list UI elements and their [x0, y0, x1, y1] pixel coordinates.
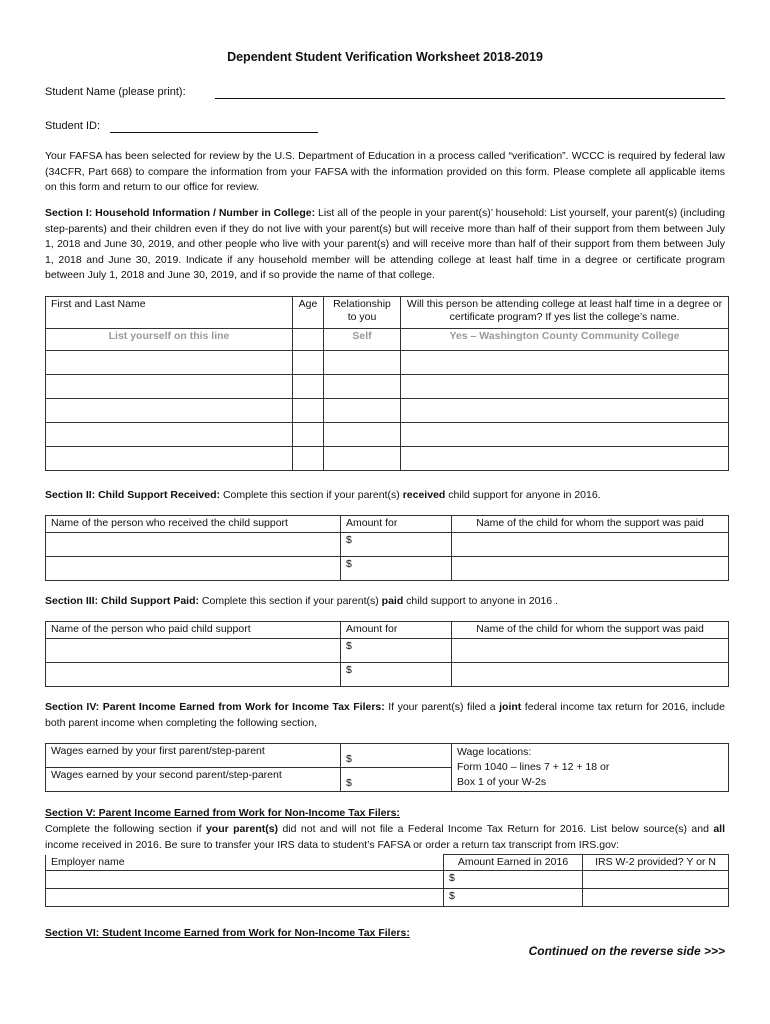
- relationship-cell[interactable]: [324, 447, 401, 471]
- section2-heading: Section II: Child Support Received:: [45, 489, 221, 501]
- col-child-header: Name of the child for whom the support was paid: [452, 622, 729, 639]
- amount-cell[interactable]: $: [341, 533, 452, 557]
- name-cell[interactable]: [46, 351, 293, 375]
- child-cell[interactable]: [452, 663, 729, 687]
- relationship-cell[interactable]: [324, 399, 401, 423]
- amount-cell[interactable]: $: [341, 557, 452, 581]
- section1-paragraph: [45, 206, 725, 284]
- amount-cell[interactable]: $: [341, 663, 452, 687]
- student-id-field[interactable]: [110, 119, 318, 133]
- student-name-field[interactable]: [215, 85, 725, 99]
- first-parent-wages-label: Wages earned by your first parent/step-parent: [46, 744, 341, 768]
- relationship-cell[interactable]: [324, 423, 401, 447]
- section3-heading: Section III: Child Support Paid:: [45, 595, 199, 607]
- col-name-header: First and Last Name: [46, 297, 293, 329]
- table-row: [46, 639, 729, 663]
- example-name: List yourself on this line: [46, 329, 293, 351]
- table-row: [46, 889, 729, 907]
- student-name-label: Student Name (please print):: [45, 86, 186, 98]
- person-cell[interactable]: [46, 639, 341, 663]
- relationship-cell[interactable]: [324, 375, 401, 399]
- age-cell[interactable]: [293, 423, 324, 447]
- second-parent-wages-label: Wages earned by your second parent/step-parent: [46, 768, 341, 792]
- name-cell[interactable]: [46, 423, 293, 447]
- name-cell[interactable]: [46, 399, 293, 423]
- wage-locations-note: [452, 744, 729, 792]
- amount-earned-cell[interactable]: $: [444, 871, 583, 889]
- table-row: [46, 375, 729, 399]
- col-relationship-header: Relationship to you: [324, 297, 401, 329]
- employer-cell[interactable]: [46, 871, 444, 889]
- section5-emphasis-all: all: [713, 823, 726, 835]
- age-cell[interactable]: [293, 447, 324, 471]
- table-row: [46, 351, 729, 375]
- w2-cell[interactable]: [583, 889, 729, 907]
- col-w2-header: IRS W-2 provided? Y or N: [583, 855, 729, 871]
- col-age-header: Age: [293, 297, 324, 329]
- section1-heading: Section I: Household Information / Number in College:: [45, 207, 316, 219]
- employer-income-table: [45, 854, 729, 907]
- section6-heading: Section VI: Student Income Earned from Work for Non-Income Tax Filers:: [45, 927, 410, 939]
- table-row: [46, 399, 729, 423]
- section2-emphasis: received: [402, 489, 446, 501]
- section2-text-end: child support for anyone in 2016.: [445, 489, 601, 501]
- example-relationship: Self: [324, 329, 401, 351]
- name-cell[interactable]: [46, 447, 293, 471]
- first-parent-wages-amount[interactable]: $: [341, 744, 452, 768]
- section3-paragraph: [45, 594, 725, 610]
- child-support-paid-table: [45, 621, 729, 687]
- section3-emphasis: paid: [381, 595, 404, 607]
- section4-heading: Section IV: Parent Income Earned from Work for Income Tax Filers:: [45, 701, 385, 713]
- col-amount-header: Amount for: [341, 516, 452, 533]
- table-row: [46, 871, 729, 889]
- amount-earned-cell[interactable]: $: [444, 889, 583, 907]
- section1-text: List all of the people in your parent(s)’ household: List yourself, your parent(s) (including step-parents) and their children even if they do not live with your parent(s) but will receive more than half of their support from them between July 1, 2018 and June 30, 2019, and other people who live with your parent(s) and will receive more than half of their support from them between July 1, 2018 and June 30, 2019. Indicate if any household member will be attending college at least half time in a degree or certificate program between July 1, 2018 and June 30, 2019, and if so provide the name of that college.: [45, 207, 726, 282]
- section2-text: Complete this section if your parent(s): [220, 489, 403, 501]
- age-cell[interactable]: [293, 399, 324, 423]
- col-college-header: Will this person be attending college at least half time in a degree or certificate program? If yes list the college’s name.: [401, 297, 729, 329]
- section5-text-mid: did not and will not file a Federal Income Tax Return for 2016. List below source(s) and: [278, 823, 714, 835]
- parent-wages-table: [45, 743, 729, 792]
- table-row: [46, 663, 729, 687]
- wage-locations-title: Wage locations:: [457, 746, 532, 758]
- college-cell[interactable]: [401, 447, 729, 471]
- section5-text-end: income received in 2016. Be sure to transfer your IRS data to student’s FAFSA or order a return tax transcript from IRS.gov:: [45, 838, 620, 851]
- amount-cell[interactable]: $: [341, 639, 452, 663]
- section2-paragraph: [45, 488, 725, 504]
- college-cell[interactable]: [401, 399, 729, 423]
- page-title: Dependent Student Verification Worksheet 2018-2019: [227, 50, 543, 64]
- section4-emphasis: joint: [499, 701, 522, 713]
- section4-text-end: federal income tax return for 2016, include both parent income when completing the following section,: [45, 701, 725, 729]
- section4-paragraph: [45, 700, 725, 731]
- college-cell[interactable]: [401, 375, 729, 399]
- relationship-cell[interactable]: [324, 351, 401, 375]
- table-row: [46, 557, 729, 581]
- college-cell[interactable]: [401, 351, 729, 375]
- person-cell[interactable]: [46, 533, 341, 557]
- wage-locations-line1: Form 1040 – lines 7 + 12 + 18 or: [457, 761, 610, 773]
- person-cell[interactable]: [46, 557, 341, 581]
- col-person-header: Name of the person who received the child support: [46, 516, 341, 533]
- col-person-header: Name of the person who paid child support: [46, 622, 341, 639]
- child-cell[interactable]: [452, 557, 729, 581]
- child-cell[interactable]: [452, 533, 729, 557]
- col-employer-header: Employer name: [46, 855, 444, 871]
- section3-text: Complete this section if your parent(s): [199, 595, 382, 607]
- example-college: Yes – Washington County Community College: [401, 329, 729, 351]
- wage-locations-line2: Box 1 of your W-2s: [457, 776, 547, 788]
- age-cell[interactable]: [293, 351, 324, 375]
- section5-emphasis: your parent(s): [205, 823, 279, 835]
- section4-text: If your parent(s) filed a: [384, 701, 500, 713]
- person-cell[interactable]: [46, 663, 341, 687]
- col-amount-header: Amount for: [341, 622, 452, 639]
- col-child-header: Name of the child for whom the support was paid: [452, 516, 729, 533]
- w2-cell[interactable]: [583, 871, 729, 889]
- example-age: [293, 329, 324, 351]
- table-row: [46, 447, 729, 471]
- section3-text-end: child support to anyone in 2016 .: [403, 595, 558, 607]
- student-id-label: Student ID:: [45, 120, 101, 132]
- employer-cell[interactable]: [46, 889, 444, 907]
- household-table: [45, 296, 729, 471]
- age-cell[interactable]: [293, 375, 324, 399]
- second-parent-wages-amount[interactable]: $: [341, 768, 452, 792]
- col-amount-earned-header: Amount Earned in 2016: [444, 855, 583, 871]
- section5-text: Complete the following section if: [45, 823, 206, 835]
- college-cell[interactable]: [401, 423, 729, 447]
- child-cell[interactable]: [452, 639, 729, 663]
- continued-note: Continued on the reverse side >>>: [528, 944, 725, 958]
- name-cell[interactable]: [46, 375, 293, 399]
- child-support-received-table: [45, 515, 729, 581]
- table-row: [46, 423, 729, 447]
- table-row: [46, 533, 729, 557]
- section5-heading: Section V: Parent Income Earned from Work for Non-Income Tax Filers:: [45, 807, 400, 819]
- section5-paragraph: [45, 822, 725, 853]
- intro-paragraph: Your FAFSA has been selected for review by the U.S. Department of Education in a process called “verification”. WCCC is required by federal law (34CFR, Part 668) to compare the information from your FAFSA with the information provided on this form. Please complete all applicable items on this form and return to our office for review.: [45, 150, 725, 194]
